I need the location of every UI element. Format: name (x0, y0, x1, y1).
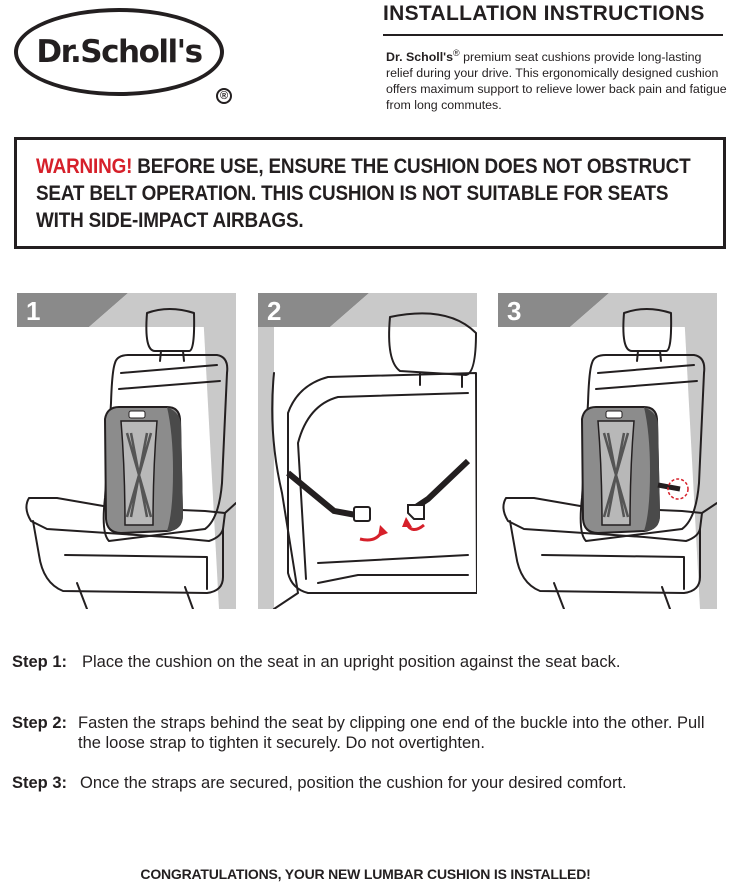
warning-box (14, 137, 726, 249)
step-1-text: Place the cushion on the seat in an upright position against the seat back. (82, 653, 621, 671)
registered-mark: ® (216, 88, 232, 104)
page-title: INSTALLATION INSTRUCTIONS (383, 2, 705, 25)
step-3-label: Step 3: (12, 774, 68, 792)
title-divider (383, 34, 723, 36)
step-2-illustration (258, 293, 477, 609)
step-3-illustration (498, 293, 717, 609)
step-2-text: Fasten the straps behind the seat by clipping one end of the buckle into the other. Pull the loose strap to tighten it securely. Do not overtighten. (78, 714, 705, 752)
brand-logo (10, 4, 240, 104)
intro-registered-mark: ® (453, 48, 460, 58)
warning-text (36, 153, 716, 234)
panel-number: 1 (26, 296, 41, 326)
step-1-illustration (17, 293, 236, 609)
step-1-label: Step 1: (12, 653, 68, 671)
intro-paragraph (386, 45, 728, 113)
intro-text: premium seat cushions provide long-lasting relief during your drive. This ergonomically designed cushion offers maximum support to relieve lower back pain and fatigue from long commutes. (386, 50, 727, 113)
step-2-label: Step 2: (12, 714, 68, 732)
intro-brand: Dr. Scholl's (386, 50, 453, 65)
logo-text: Dr.Scholl's (14, 8, 224, 96)
panel-number: 3 (507, 296, 522, 326)
panel-number: 2 (267, 296, 282, 326)
warning-message: BEFORE USE, ENSURE THE CUSHION DOES NOT OBSTRUCT SEAT BELT OPERATION. THIS CUSHION IS NOT SUITABLE FOR SEATS WITH SIDE-IMPACT AIRBAGS. (36, 155, 691, 232)
congratulations-message: CONGRATULATIONS, YOUR NEW LUMBAR CUSHION IS INSTALLED! (140, 866, 591, 882)
warning-label: WARNING! (36, 155, 133, 178)
step-3-text: Once the straps are secured, position the cushion for your desired comfort. (80, 774, 627, 792)
